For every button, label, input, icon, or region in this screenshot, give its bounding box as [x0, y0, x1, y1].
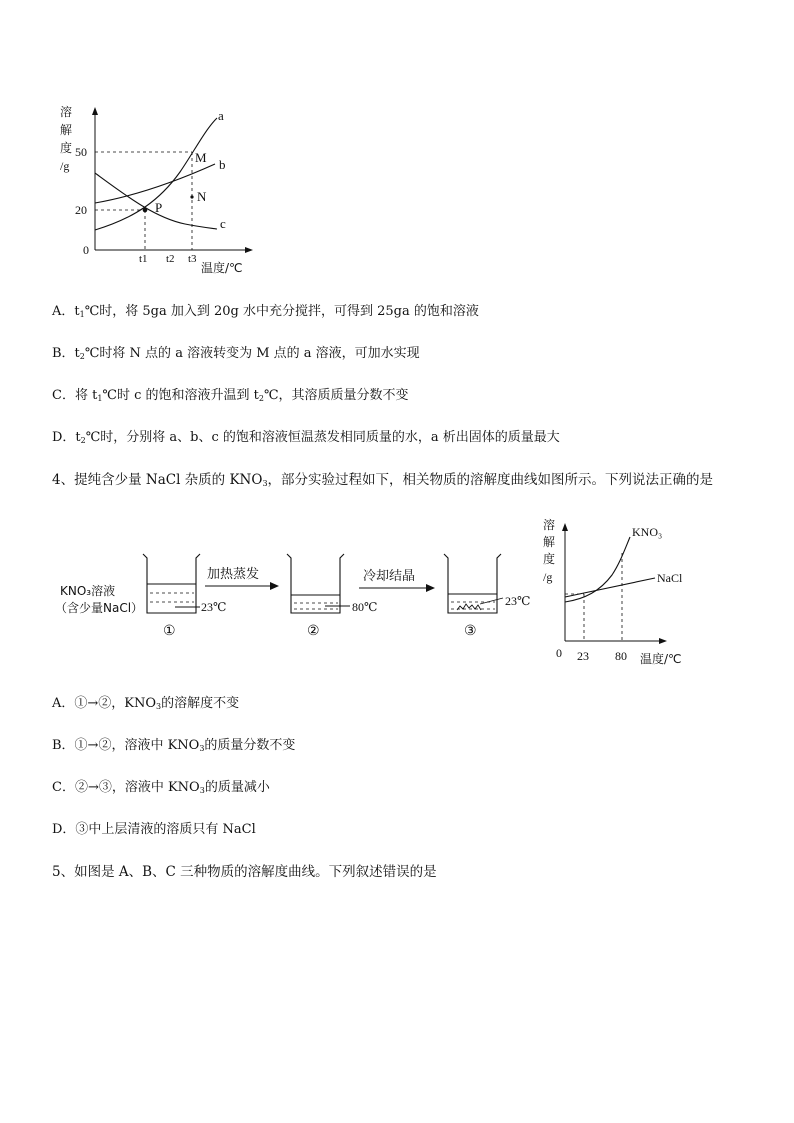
arrow-1-head [270, 582, 279, 590]
x-tick-t3: t3 [188, 253, 197, 265]
temp-label-3: 23℃ [505, 594, 531, 608]
g2-y-label-char-3: 度 [543, 552, 556, 566]
solubility-graph-1 [55, 100, 265, 280]
x-axis-label: 温度/℃ [201, 261, 243, 275]
beaker-1 [143, 554, 200, 613]
x-tick-t2: t2 [166, 253, 175, 265]
temp-label-2: 80℃ [352, 600, 378, 614]
q4-option-a: A．①→②，$KNO_3$的溶解度不变 [52, 696, 240, 711]
beaker-label-1: ① [163, 624, 176, 639]
process-diagram [55, 540, 545, 650]
question-5-stem: 5、如图是 A、B、C 三种物质的溶解度曲线。下列叙述错误的是 [52, 864, 437, 880]
arrow-2-head [426, 584, 435, 592]
point-n [190, 195, 193, 198]
label-c: c [220, 216, 226, 231]
q4-option-c: C．②→③，溶液中 $KNO_3$的质量减小 [52, 780, 270, 795]
label-a: a [218, 108, 224, 123]
beaker-3 [444, 554, 501, 613]
g2-x-axis-label: 温度/℃ [640, 652, 682, 666]
question-4-stem: 4、提纯含少量 NaCl 杂质的 $KNO_3$，部分实验过程如下，相关物质的溶解度曲线如图所示。下列说法正确的是 [52, 472, 714, 488]
pointer-temp3 [480, 598, 503, 604]
y-tick-50: 50 [75, 145, 87, 159]
start-label-1: KNO₃溶液 [60, 584, 116, 598]
beaker-label-3: ③ [464, 624, 477, 639]
y-label-char-3: 度 [60, 141, 73, 155]
x-tick-t1: t1 [139, 253, 148, 265]
point-p [143, 208, 148, 213]
q4-option-d: D．③中上层清液的溶质只有 NaCl [52, 822, 256, 837]
g2-x-tick-0: 0 [556, 646, 562, 660]
q3-option-a: A．$t_1℃$时，将 5ga 加入到 20g 水中充分搅拌，可得到 25ga 的饱和溶液 [52, 304, 479, 319]
g2-x-tick-23: 23 [577, 649, 589, 663]
q3-option-d: D．$t_2℃$时，分别将 a、b、c 的饱和溶液恒温蒸发相同质量的水，a 析出固体的质量最大 [52, 430, 560, 445]
g2-y-axis-arrow [562, 523, 568, 531]
g2-x-axis-arrow [659, 638, 667, 644]
y-axis-arrow [92, 107, 98, 115]
y-label-char-4: /g [60, 159, 70, 173]
label-m: M [195, 150, 207, 165]
arrow-label-1: 加热蒸发 [207, 567, 260, 582]
beaker-2 [287, 554, 344, 613]
solubility-graph-2 [540, 515, 700, 670]
q4-option-b: B．①→②，溶液中 $KNO_3$的质量分数不变 [52, 738, 296, 753]
series-label-nacl: NaCl [657, 571, 683, 585]
beaker-label-2: ② [307, 624, 320, 639]
label-b: b [219, 157, 226, 172]
y-tick-0: 0 [83, 243, 89, 257]
y-label-char-1: 溶 [60, 105, 73, 119]
q3-option-b: B．$t_2℃$时将 N 点的 a 溶液转变为 M 点的 a 溶液，可加水实现 [52, 346, 420, 361]
y-label-char-2: 解 [60, 123, 73, 137]
arrow-label-2: 冷却结晶 [363, 569, 416, 584]
y-tick-20: 20 [75, 203, 87, 217]
label-n: N [197, 189, 207, 204]
g2-y-label-char-2: 解 [543, 535, 556, 549]
label-p: P [155, 200, 163, 215]
q3-option-c: C．将 $t_1℃$时 c 的饱和溶液升温到 $t_2℃$，其溶质质量分数不变 [52, 388, 409, 403]
g2-y-label-char-1: 溶 [543, 518, 556, 532]
g2-x-tick-80: 80 [615, 649, 627, 663]
start-label-2: （含少量NaCl） [55, 601, 144, 615]
curve-kno3 [565, 537, 630, 602]
temp-label-1: 23℃ [201, 600, 227, 614]
series-label-kno3: KNO₃ [632, 525, 663, 539]
g2-y-label-char-4: /g [543, 570, 553, 584]
x-axis-arrow [245, 247, 253, 253]
